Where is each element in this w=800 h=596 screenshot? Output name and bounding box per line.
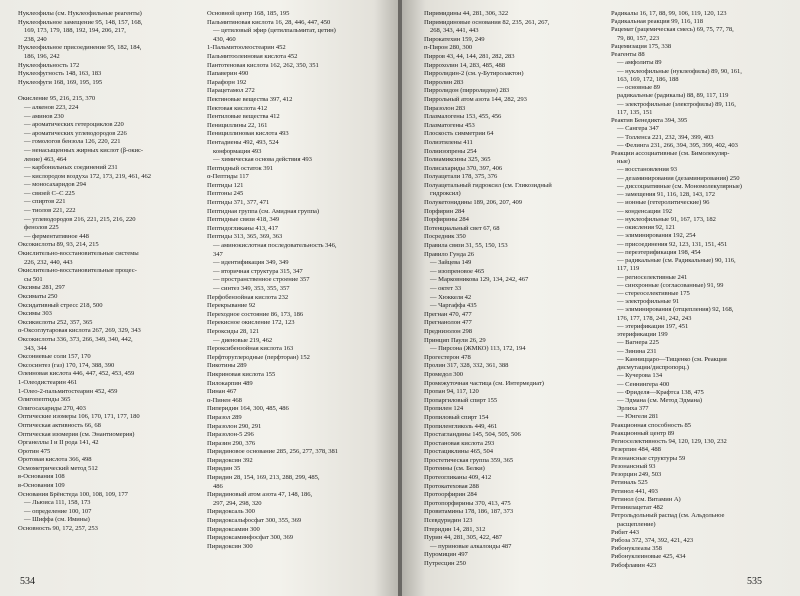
index-entry: Пилокарпин 489	[207, 379, 253, 387]
index-entry: Основность 90, 172, 257, 253	[18, 525, 98, 533]
index-entry: Пептиды 313, 365, 369, 363	[207, 233, 283, 241]
index-entry: Протокатеховая 288	[424, 482, 479, 490]
index-entry: Резонансный 93	[611, 462, 656, 470]
index-entry: Рибонуклеазы 358	[611, 545, 662, 553]
index-entry: — пуриновые алкалоиды 487	[430, 542, 512, 550]
index-entry: Промедол 300	[424, 370, 464, 378]
index-entry: Эрлиха 377	[617, 405, 649, 413]
index-entry: — ферментативное 448	[24, 232, 89, 240]
index-entry: Пропиловый спирт 154	[424, 413, 489, 421]
index-entry: Пектиновые вещества 397, 412	[207, 95, 293, 103]
index-entry: — аминов 230	[24, 112, 64, 120]
index-entry: Рибофлавин 423	[611, 561, 657, 569]
index-entry: Пирролин 283	[424, 78, 464, 86]
index-entry: Пептидогликаны 413, 417	[207, 224, 279, 232]
index-entry: Пептидная группа (см. Амидная группа)	[207, 207, 320, 215]
index-entry: Полиамиксины 325, 365	[424, 156, 491, 164]
index-entry: Прегнанолон 477	[424, 319, 472, 327]
index-entry: Протеины (см. Белки)	[424, 465, 485, 473]
index-entry: Переходное состояние 86, 173, 186	[207, 310, 304, 318]
index-entry: Реагенты 88	[611, 51, 645, 59]
index-entry: Пальмитоолеиновая кислота 452	[207, 52, 298, 60]
index-entry: Пиррольный атом азота 144, 282, 293	[424, 95, 527, 103]
index-entry: 186, 196, 242	[24, 52, 60, 60]
index-entry: Перекрывание 92	[207, 302, 256, 310]
index-entry: Оксикислоты 252, 357, 365	[18, 318, 93, 326]
index-entry: Пиридин 35	[207, 465, 241, 473]
index-entry: Полуацетальный гидроксил (см. Гликозидный	[424, 181, 552, 189]
index-entry: — карбонильных соединений 231	[24, 164, 118, 172]
index-entry: Прегнан 470, 477	[424, 310, 472, 318]
index-entry: Оптическая активность 66, 68	[18, 421, 101, 429]
index-entry: — Марковникова 129, 134, 242, 467	[430, 276, 529, 284]
index-entry: — аминокислотная последовательность 346,	[213, 242, 337, 250]
index-entry: — Фриделя—Крафтса 138, 475	[617, 388, 704, 396]
index-entry: Папаверин 490	[207, 70, 249, 78]
index-entry: Ретинол (см. Витамин А)	[611, 495, 681, 503]
index-entry: 430, 460	[213, 35, 236, 43]
index-entry: Перфобензойная кислота 232	[207, 293, 289, 301]
index-entry: конформация 493	[213, 147, 262, 155]
index-entry: Плоскость симметрии 64	[424, 130, 494, 138]
index-entry: Рибоза 372, 374, 392, 421, 423	[611, 537, 694, 544]
index-entry: — Зайцева 149	[430, 259, 472, 267]
index-entry: Плазмалогены 153, 455, 456	[424, 113, 502, 121]
index-entry: Пиридиновый атом азота 47, 148, 186,	[207, 491, 313, 499]
index-entry: Окислительно-восстановительные процес-	[18, 267, 137, 275]
right-page-columns	[424, 10, 790, 570]
index-entry: — присоединения 92, 123, 131, 151, 451	[617, 240, 728, 248]
index-entry: — радикальные (см. Радикальные) 90, 116,	[617, 257, 736, 265]
index-entry: Окислительно-восстановительные системы	[18, 250, 139, 258]
index-entry: Пиразолон-5 296	[207, 431, 254, 439]
index-entry: — амфолиты 89	[617, 59, 662, 67]
index-entry: α-Пептиды 117	[207, 173, 249, 181]
index-entry: Оротовая кислота 366, 498	[18, 456, 92, 464]
index-entry: 1-Олео-2-пальмитостеарин 452, 459	[18, 387, 118, 395]
index-entry: — синхронные (согласованные) 91, 99	[617, 281, 724, 289]
index-entry: 117, 135, 151	[617, 108, 653, 116]
index-entry: Пантотеновая кислота 162, 262, 350, 351	[207, 61, 319, 69]
index-entry: Оксокислоты 89, 93, 214, 215	[18, 241, 99, 249]
index-entry: Оксимы 281, 297	[18, 284, 65, 292]
index-entry: п-Пирон 280, 300	[424, 44, 473, 52]
index-entry: Пуромицин 497	[424, 551, 468, 559]
index-entry: Перфторуглеродные (перфторан) 152	[207, 353, 310, 361]
index-entry: Радикалы 16, 17, 88, 99, 106, 119, 120, 123	[611, 10, 727, 17]
index-entry: — Кучерова 134	[617, 372, 663, 380]
index-entry: Рибонуклеиновые 425, 434	[611, 553, 686, 561]
index-entry: Радикальная реакция 99, 116, 118	[611, 18, 704, 26]
index-entry: Порфирин 284	[424, 207, 465, 215]
index-entry: — стереоселективные 175	[617, 289, 690, 297]
index-entry: — Чаргаффа 435	[430, 302, 477, 310]
index-entry: — восстановления 93	[617, 166, 677, 174]
index-entry: Пропан 94, 117, 120	[424, 388, 479, 396]
index-entry: — идентификация 349, 349	[213, 259, 289, 267]
index-entry: 163, 169, 172, 186, 188	[617, 75, 679, 83]
index-entry: Пенициллиновая кислота 493	[207, 130, 289, 138]
index-entry: — этерификация 197, 451	[617, 322, 689, 330]
index-entry: Основной центр 168, 185, 195	[207, 10, 290, 17]
index-entry: Пиридоксаль 300	[207, 508, 255, 516]
index-entry: Олигопептиды 365	[18, 396, 71, 404]
index-entry: — ароматических углеводородов 226	[24, 129, 127, 137]
index-entry: Пролин 317, 328, 332, 361, 388	[424, 362, 509, 370]
index-entry: Пептидные связи 418, 349	[207, 216, 280, 224]
index-entry: — основные 89	[617, 84, 661, 92]
index-entry: Пиридин 28, 154, 169, 213, 288, 299, 485,	[207, 474, 320, 482]
index-entry: 117, 119	[617, 265, 640, 273]
index-entry: этерификации 199	[617, 331, 668, 339]
index-entry: — Пирсона (ЖМКО) 113, 172, 194	[430, 345, 526, 353]
index-entry: Пиридиновое основание 285, 256, 277, 378, 381	[207, 448, 339, 456]
index-entry: α-Оксоглутаровая кислота 267, 269, 329, 343	[18, 327, 141, 335]
page-number: 534	[20, 576, 35, 587]
index-entry: Пурин 44, 281, 305, 422, 487	[424, 534, 503, 542]
index-entry: Реакции ассоциативные (см. Бимолекуляр-	[611, 149, 730, 157]
index-entry: — синтез 349, 353, 355, 357	[213, 285, 290, 292]
index-entry: Пиридоксин 392	[207, 456, 253, 464]
index-entry: Нуклеофильное замещение 95, 148, 157, 168,	[18, 18, 143, 26]
index-entry: — тиолов 221, 222	[24, 207, 76, 215]
index-entry: Пиридоксаминфосфат 300, 369	[207, 534, 293, 542]
index-entry: Ретиналь 525	[611, 479, 648, 487]
index-entry: — Шиффа (см. Имины)	[24, 516, 90, 524]
index-entry: — ненасыщенных жирных кислот (β-окис-	[24, 146, 143, 154]
index-entry: 226, 232, 440, 443	[24, 258, 73, 266]
index-entry: Осмометрический метод 512	[18, 464, 98, 472]
index-entry: — элиминирования (отщепления) 92, 168,	[617, 306, 734, 314]
index-entry: Оксиматы 250	[18, 293, 58, 300]
index-entry: Рацемат (рацемическая смесь) 69, 75, 77, 78,	[611, 26, 734, 34]
index-entry: Оксимы 303	[18, 310, 52, 318]
index-entry: Нуклеофильность 172	[18, 61, 80, 69]
index-entry: Простановая кислота 293	[424, 439, 495, 447]
index-entry: Парафорн 192	[207, 78, 247, 86]
index-entry: — нуклеофильные (нуклеофилы) 89, 90, 161,	[617, 67, 742, 75]
index-entry: — окисления 92, 121	[617, 224, 675, 232]
index-entry: Оксидативный стресс 218, 500	[18, 301, 103, 309]
index-entry: 169, 173, 179, 188, 192, 194, 206, 217,	[24, 27, 126, 35]
index-entry: — цетиловый эфир (цетилпальмитат, цетин)	[213, 27, 336, 35]
index-entry: Реакционный центр 89	[611, 429, 675, 437]
index-entry: Правило Гунда 26	[424, 250, 474, 258]
index-entry: Провитамины 178, 186, 187, 373	[424, 508, 514, 516]
index-entry: — связей С–С 225	[24, 189, 75, 197]
index-entry: — региоселективные 241	[617, 273, 688, 281]
index-entry: радикальные (радикалы) 88, 89, 117, 119	[617, 92, 729, 100]
index-entry: фенолов 225	[24, 224, 59, 232]
index-entry: Порфирины 284	[424, 216, 469, 224]
index-entry: Птеридин 14, 281, 312	[424, 525, 486, 533]
index-entry: Региоселективность 94, 120, 129, 130, 232	[611, 438, 727, 446]
index-entry: — дезаминирования (дезаминирования) 250	[617, 174, 740, 182]
index-entry: — Вагнера 225	[617, 339, 659, 347]
index-entry: Пропаргиловый спирт 155	[424, 396, 498, 404]
index-entry: Пиразолон 283	[424, 104, 466, 112]
index-entry: α-Пинен 468	[207, 396, 242, 404]
index-entry: — алкенов 223, 224	[24, 103, 79, 111]
index-entry: Пинан 467	[207, 388, 237, 396]
index-entry: — конденсации 192	[617, 207, 672, 215]
index-entry: Промежуточная частица (см. Интермедиат)	[424, 379, 544, 387]
index-entry: дисмутации/диспропорц.)	[617, 364, 689, 372]
index-entry: Пептиды 121	[207, 181, 244, 189]
page-number: 535	[747, 576, 762, 587]
index-entry: Протопорфирины 370, 413, 475	[424, 499, 511, 507]
index-entry: 1-Олеодистеарин 461	[18, 378, 78, 386]
index-entry: Полисахариды 370, 397, 406	[424, 164, 503, 172]
index-entry: Протеогликаны 409, 412	[424, 474, 492, 482]
index-entry: — ароматических гетероциклов 220	[24, 121, 124, 129]
index-entry: 343, 344	[24, 344, 47, 352]
index-entry: Пропиленгликоль 449, 461	[424, 422, 498, 430]
index-entry: Полуацетали 178, 375, 376	[424, 173, 498, 181]
index-entry: — Сеннингера 400	[617, 380, 670, 388]
index-entry: Основания Брёнстеда 100, 108, 109, 177	[18, 490, 128, 498]
index-entry: Пирров 43, 44, 144, 281, 282, 283	[424, 52, 515, 60]
index-entry: Пиразин 290, 376	[207, 439, 256, 447]
index-entry: — определение 100, 107	[24, 507, 92, 515]
index-entry: Псевдуридин 123	[424, 517, 473, 525]
index-entry: — изопреновое 465	[430, 267, 485, 275]
index-entry: Простагландины 145, 504, 505, 506	[424, 431, 521, 439]
index-entry: Пропилен 124	[424, 405, 464, 413]
index-entry: — электрофильные (электрофилы) 89, 116,	[617, 100, 736, 108]
index-entry: Пирокатехин 159, 249	[424, 35, 485, 43]
index-entry: 268, 343, 441, 443	[430, 27, 479, 35]
index-entry: Резорцин 249, 503	[611, 471, 662, 479]
index-entry: Принцип Паули 26, 29	[424, 336, 486, 344]
index-entry: 238, 240	[24, 35, 47, 43]
index-entry: — нуклеофильные 91, 167, 173, 182	[617, 215, 716, 223]
index-entry: Нуклеофугность 148, 163, 183	[18, 70, 102, 78]
index-entry: Пирролидон (пирролидон) 283	[424, 87, 510, 95]
index-entry: — кислородом воздуха 172, 173, 219, 461, 462	[24, 172, 151, 180]
index-entry: Пиррохолин 14, 283, 485, 488	[424, 61, 506, 69]
index-entry: Простациклины 465, 504	[424, 448, 494, 456]
index-entry: гидроксил)	[430, 190, 461, 198]
right-page-column-1	[424, 10, 603, 570]
index-entry: — пространственное строение 357	[213, 276, 310, 284]
index-entry: Резерпин 484, 488	[611, 446, 661, 454]
index-entry: — диссоциативные (см. Мономолекулярные)	[617, 182, 742, 190]
index-entry: Нуклеофуги 168, 169, 195, 195	[18, 78, 103, 86]
index-entry: Перекисное окисление 172, 123	[207, 319, 295, 327]
index-entry: — вторичная структура 315, 347	[213, 267, 303, 275]
index-entry: Путресцин 250	[424, 560, 466, 567]
right-page	[402, 0, 800, 596]
index-entry: Пиридоксальфосфат 300, 355, 369	[207, 517, 302, 525]
left-page-columns	[18, 10, 388, 570]
index-entry: Оптические изомеры 106, 170, 171, 177, 180	[18, 413, 140, 421]
index-entry: 1-Пальмитоолеостеарин 452	[207, 44, 286, 52]
index-entry: — диеновые 219, 462	[213, 336, 273, 344]
index-entry: Ретрольдольный распад (см. Альдольное	[611, 512, 725, 520]
index-entry: — переэтерификация 198, 454	[617, 248, 701, 256]
index-entry: Олигосахариды 270, 403	[18, 404, 86, 412]
index-entry: — элиминирования 192, 254	[617, 232, 696, 240]
index-entry: в-Основания 109	[18, 482, 65, 490]
index-entry: Пектовая кислота 412	[207, 104, 268, 112]
left-page-column-1	[18, 10, 199, 570]
index-entry: Пиридоксамин 300	[207, 525, 260, 533]
index-entry: Полукетонидины 189, 206, 207, 409	[424, 199, 522, 207]
index-entry: Пероксибензойная кислота 163	[207, 345, 294, 353]
index-entry: Плазматогены 453	[424, 121, 475, 129]
index-entry: Полиэтилены 411	[424, 138, 473, 146]
index-entry: — Льюиса 111, 158, 173	[24, 499, 91, 507]
left-page-column-2	[207, 10, 388, 570]
index-entry: Нуклеофилы (см. Нуклеофильные реагенты)	[18, 10, 142, 17]
index-entry: Олеиновая кислота 446, 447, 452, 453, 459	[18, 370, 135, 378]
right-page-column-2	[611, 10, 790, 570]
index-entry: Пиримидины 44, 281, 306, 322	[424, 10, 509, 17]
index-entry: Протоорфирин 284	[424, 491, 477, 499]
index-entry: Пентадиены 492, 493, 524	[207, 138, 279, 146]
index-entry: Пальмитиновая кислота 16, 28, 446, 447, 450	[207, 18, 331, 26]
index-entry: Парацетамол 272	[207, 87, 255, 95]
index-entry: — Сангера 347	[617, 125, 659, 133]
index-entry: — химическая основа действия 493	[213, 156, 312, 164]
index-entry: — Толленса 221, 232, 394, 399, 403	[617, 133, 714, 141]
index-entry: расщепление)	[617, 520, 656, 528]
index-entry: Ретинилацетат 482	[611, 504, 663, 512]
index-entry: 297, 294, 298, 320	[213, 499, 262, 507]
index-entry: Преднизолон 298	[424, 327, 472, 335]
index-entry: Пиразолон 290, 291	[207, 422, 262, 430]
index-entry: — Фелинга 231, 266, 394, 395, 399, 402, 403	[617, 141, 738, 149]
index-entry: Пиразол 289	[207, 413, 242, 421]
index-entry: Пикотины 289	[207, 362, 247, 370]
index-entry: — Зинина 231	[617, 347, 657, 355]
index-entry: — Канниццаро—Тищенко (см. Реакция	[617, 355, 727, 363]
index-entry: — Эдмана (см. Метод Эдмана)	[617, 397, 703, 405]
index-entry: ление) 463, 464	[24, 155, 67, 163]
index-entry: Пирролидин-2 (см. γ-Бутиролактон)	[424, 70, 524, 78]
index-entry: Рацемизация 175, 338	[611, 42, 672, 50]
index-entry: Оптическая изомерия (см. Энантиомерия)	[18, 430, 135, 438]
index-entry: — электрофильные 91	[617, 298, 680, 306]
index-entry: Пероксиды 28, 121	[207, 327, 260, 335]
left-page	[0, 0, 398, 596]
index-entry: Посредник 350	[424, 233, 466, 241]
index-entry: Пиридоксин 300	[207, 542, 253, 550]
index-entry: 176, 177, 178, 241, 242, 243	[617, 314, 692, 322]
index-entry: Правила связи 31, 55, 150, 153	[424, 242, 508, 250]
index-entry: Оротин 475	[18, 447, 51, 455]
index-entry: Пептидный остаток 391	[207, 164, 274, 172]
index-entry: Оксониевые соли 157, 170	[18, 353, 91, 361]
index-entry: сы 501	[24, 275, 43, 283]
index-entry: — Юнгеля 281	[617, 413, 659, 421]
index-entry: Пептиды 371, 377, 471	[207, 199, 270, 207]
index-entry: Полиизопрены 254	[424, 147, 477, 155]
index-entry: 347	[213, 250, 223, 258]
index-entry: Пептоны 245	[207, 190, 244, 198]
index-entry: Ретинол 441, 493	[611, 487, 658, 495]
index-entry: Реактив Бенедикта 394, 395	[611, 117, 688, 125]
index-entry: 486	[213, 482, 223, 490]
index-entry: Простетическая группа 359, 365	[424, 456, 514, 464]
index-entry: Органеллы I и II рода 141, 42	[18, 439, 99, 447]
index-entry: — октет 33	[430, 285, 462, 292]
index-entry: — спиртов 221	[24, 198, 66, 206]
index-entry: Оксосинтез (газ) 170, 174, 388, 390	[18, 361, 115, 369]
index-entry: Рибит 443	[611, 528, 640, 536]
index-entry: Пиримидиновые основания 82, 235, 261, 267,	[424, 18, 550, 26]
index-entry: Потенциальный свет 67, 68	[424, 224, 500, 232]
index-entry: — Хюккеля 42	[430, 293, 472, 301]
index-entry: Пенициллины 22, 161	[207, 121, 268, 129]
index-entry: Пикриновая кислота 155	[207, 370, 276, 378]
index-entry: — ионные (гетеролитические) 96	[617, 199, 710, 207]
index-entry: Резонансные структуры 59	[611, 454, 686, 462]
index-entry: Пентиловые вещества 412	[207, 113, 280, 121]
index-entry: Реакционная способность 85	[611, 421, 691, 429]
index-entry: 79, 80, 157, 223	[617, 34, 660, 42]
index-entry: Пиперидин 164, 300, 485, 486	[207, 405, 289, 413]
index-entry: — гомологов бензола 126, 220, 221	[24, 138, 121, 146]
index-entry: в-Основания 108	[18, 473, 65, 481]
index-entry: Оксокислоты 336, 373, 266, 349, 340, 442,	[18, 335, 133, 343]
index-entry: Нуклеофильное присоединение 95, 182, 184,	[18, 44, 142, 52]
index-entry: ные)	[617, 158, 630, 166]
index-entry: Окисление 95, 216, 215, 370	[18, 95, 96, 103]
index-entry: — моносахаридов 294	[24, 181, 86, 189]
index-entry: — замещения 91, 116, 128, 143, 172	[617, 191, 716, 199]
index-entry: — углеводородов 216, 221, 215, 216, 220	[24, 215, 136, 223]
index-entry: Прогестерон 478	[424, 353, 471, 361]
